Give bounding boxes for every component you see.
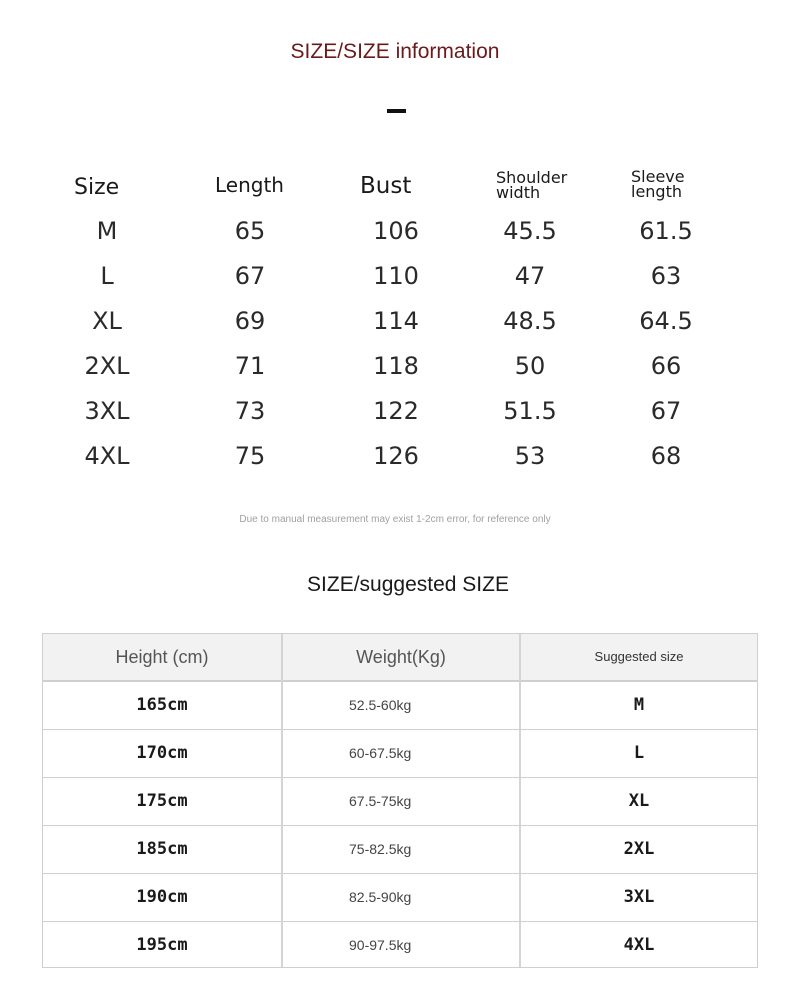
size-cell: 4XL [84,442,130,470]
size-cell: 2XL [84,352,130,380]
bust-cell: 126 [373,442,419,470]
column-divider [519,634,521,967]
shoulder-cell: 50 [514,352,546,380]
height-cell: 165cm [136,695,188,715]
size-cell: 4XL [623,935,655,955]
weight-cell: 75-82.5kg [349,841,412,857]
bust-cell: 118 [373,352,419,380]
length-cell: 75 [234,442,266,470]
size-cell: M [633,695,645,715]
table-row [43,874,757,922]
height-cell: 195cm [136,935,188,955]
header-shoulder-line1: Shoulder [496,168,568,187]
header-sleeve-line1: Sleeve [631,167,685,186]
suggested-size-table [42,633,758,968]
shoulder-cell: 53 [514,442,546,470]
header-sleeve-line2: length [631,182,682,201]
sleeve-cell: 66 [650,352,682,380]
length-cell: 69 [234,307,266,335]
table-row [43,778,757,826]
size-row [0,262,790,307]
size-cell: L [100,262,114,290]
height-cell: 170cm [136,743,188,763]
sleeve-cell: 61.5 [639,217,693,245]
suggested-size-title: SIZE/suggested SIZE [307,573,509,596]
bust-cell: 114 [373,307,419,335]
header-shoulder-line2: width [496,183,541,202]
table-header-row [43,634,757,682]
height-cell: 185cm [136,839,188,859]
bust-cell: 110 [373,262,419,290]
bust-cell: 122 [373,397,419,425]
height-cell: 190cm [136,887,188,907]
header-suggested-size: Suggested size [594,649,684,664]
header-size: Size [74,175,120,200]
size-row [0,397,790,442]
sleeve-cell: 64.5 [639,307,693,335]
header-height: Height (cm) [115,647,209,667]
height-cell: 175cm [136,791,188,811]
size-cell: XL [92,307,122,335]
length-cell: 67 [234,262,266,290]
size-information-title: SIZE/SIZE information [290,40,500,63]
size-cell: 3XL [623,887,655,907]
weight-cell: 90-97.5kg [349,937,412,953]
shoulder-cell: 51.5 [503,397,557,425]
measurement-note: Due to manual measurement may exist 1-2cm error, for reference only [239,514,551,525]
length-cell: 71 [234,352,266,380]
size-row [0,307,790,352]
size-row [0,217,790,262]
table-row [43,682,757,730]
divider-dash [387,109,406,113]
weight-cell: 82.5-90kg [349,889,412,905]
size-cell: 2XL [623,839,655,859]
shoulder-cell: 48.5 [503,307,557,335]
shoulder-cell: 47 [514,262,546,290]
table-row [43,730,757,778]
header-sleeve-length [631,169,685,199]
table-row [43,826,757,874]
header-weight: Weight(Kg) [356,647,446,667]
header-shoulder-width [496,170,567,200]
column-divider [281,634,283,967]
shoulder-cell: 45.5 [503,217,557,245]
size-row [0,442,790,487]
table-row [43,922,757,970]
sleeve-cell: 67 [650,397,682,425]
weight-cell: 60-67.5kg [349,745,412,761]
length-cell: 73 [234,397,266,425]
header-length: Length [215,173,284,197]
size-cell: L [633,743,645,763]
bust-cell: 106 [373,217,419,245]
header-bust: Bust [360,173,412,199]
sleeve-cell: 68 [650,442,682,470]
size-cell: 3XL [84,397,130,425]
length-cell: 65 [234,217,266,245]
sleeve-cell: 63 [650,262,682,290]
weight-cell: 52.5-60kg [349,697,412,713]
size-cell: XL [628,791,650,811]
size-cell: M [96,217,118,245]
weight-cell: 67.5-75kg [349,793,412,809]
size-row [0,352,790,397]
